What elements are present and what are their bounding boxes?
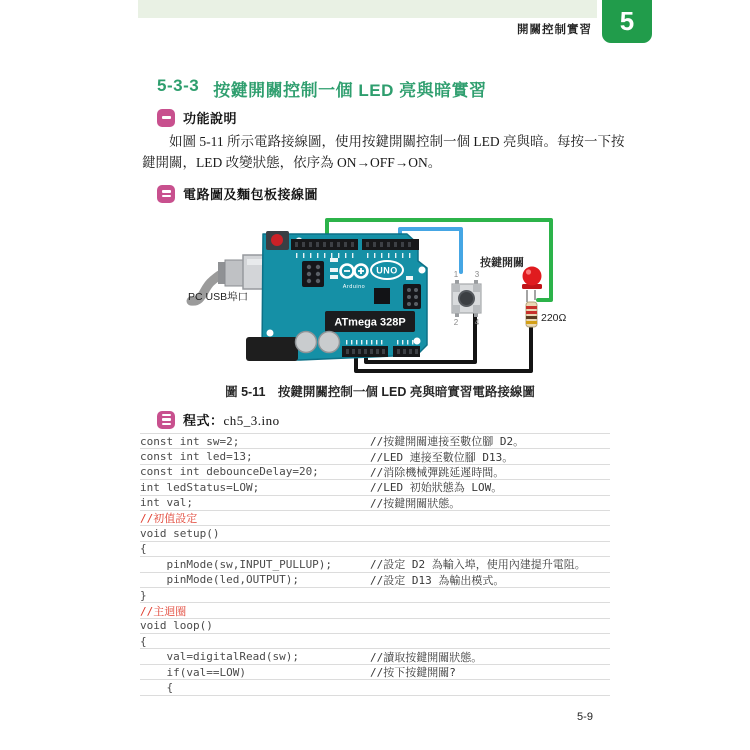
code-line [140, 557, 610, 572]
code-line [140, 603, 610, 618]
section-number: 5-3-3 [157, 76, 200, 95]
page-number: 5-9 [577, 711, 593, 723]
code-line [140, 649, 610, 664]
capacitor [296, 332, 317, 353]
code-line [140, 449, 610, 464]
code-line [140, 573, 610, 588]
subhead-label: 電路圖及麵包板接線圖 [183, 187, 319, 202]
section-title [157, 76, 487, 101]
code-listing [140, 433, 610, 696]
usb-chip [374, 288, 390, 304]
description-line: 如圖 5-11 所示電路接線圖，使用按鍵開關控制一個 LED 亮與暗。每按一下按 [169, 134, 625, 149]
code-comment: //讀取按鍵開關狀態。 [370, 650, 483, 664]
code-comment: //按鍵開關狀態。 [370, 496, 461, 510]
code-line [140, 434, 610, 449]
button-pin-label: 3 [474, 270, 480, 279]
button-pin-label: 2 [453, 318, 459, 327]
code-text: const int debounceDelay=20; [140, 465, 319, 479]
code-line [140, 619, 610, 634]
resistor-label: 220Ω [541, 312, 567, 324]
code-line [140, 680, 610, 695]
number-two-icon [157, 185, 175, 203]
code-text: pinMode(sw,INPUT_PULLUP); [140, 557, 333, 571]
code-line [140, 496, 610, 511]
section-title-text: 按鍵開關控制一個 LED 亮與暗實習 [213, 81, 487, 100]
subhead-function [157, 108, 237, 127]
code-comment: //設定 D13 為輸出模式。 [370, 573, 505, 587]
on-led [406, 276, 413, 280]
header-strip [138, 0, 597, 18]
subhead-circuit [157, 184, 318, 203]
code-comment: //按鍵開關連接至數位腳 D2。 [370, 435, 525, 449]
code-line [140, 542, 610, 557]
code-text: void loop() [140, 619, 213, 633]
button-pin-label: 1 [453, 270, 459, 279]
code-text: { [140, 680, 174, 694]
code-text: val=digitalRead(sw); [140, 650, 299, 664]
mounting-hole [267, 330, 274, 337]
code-line [140, 634, 610, 649]
code-text: { [140, 542, 147, 556]
code-comment: //按下按鍵開關? [370, 666, 456, 680]
code-comment: //消除機械彈跳延遲時間。 [370, 465, 505, 479]
code-line [140, 526, 610, 541]
subhead-program [157, 410, 280, 429]
subhead-label [183, 410, 280, 429]
button-label: 按鍵開關 [480, 257, 524, 269]
code-line [140, 480, 610, 495]
code-text: void setup() [140, 527, 220, 541]
program-filename: ch5_3.ino [223, 413, 280, 428]
code-comment: //LED 初始狀態為 LOW。 [370, 481, 503, 495]
button-pin-label: 4 [474, 318, 480, 327]
code-text: pinMode(led,OUTPUT); [140, 573, 299, 587]
code-line [140, 465, 610, 480]
circuit-diagram [185, 213, 730, 381]
reset-button [271, 234, 283, 246]
description-paragraph [142, 131, 625, 173]
code-text: { [140, 634, 147, 648]
code-text: int ledStatus=LOW; [140, 480, 260, 494]
usb-plug [225, 260, 244, 286]
figure-caption: 圖 5-11 按鍵開關控制一個 LED 亮與暗實習電路接線圖 [225, 385, 535, 399]
board-led-indicators [330, 258, 338, 279]
arduino-brand-label: Arduino [342, 284, 366, 290]
mounting-hole [414, 338, 421, 345]
resistor [526, 302, 537, 327]
code-line [140, 665, 610, 680]
uno-label: UNO [376, 265, 398, 276]
capacitor [319, 332, 340, 353]
subhead-label: 功能說明 [183, 111, 238, 126]
usb-label: PC USB埠口 [188, 291, 249, 303]
code-comment: //LED 連接至數位腳 D13。 [370, 450, 514, 464]
number-one-icon [157, 109, 175, 127]
code-line [140, 511, 610, 526]
mounting-hole [419, 267, 426, 274]
atmega-label: ATmega 328P [334, 316, 406, 329]
led [522, 267, 542, 303]
description-line: 鍵開關，LED 改變狀態，依序為 ON→OFF→ON。 [142, 155, 442, 170]
running-head: 開關控制實習 [517, 24, 592, 36]
code-text: const int led=13; [140, 450, 253, 464]
icsp2-header [403, 284, 421, 309]
number-three-icon [157, 411, 175, 429]
code-text: } [140, 588, 147, 602]
code-text: int val; [140, 496, 193, 510]
code-text: //主迴圈 [140, 604, 187, 618]
chapter-badge: 5 [602, 0, 652, 43]
push-button [452, 280, 481, 317]
icsp-header [302, 261, 324, 287]
code-text: const int sw=2; [140, 434, 240, 448]
code-text: //初值設定 [140, 512, 198, 526]
power-jack [246, 337, 298, 361]
code-line [140, 588, 610, 603]
code-comment: //設定 D2 為輸入埠，使用內建提升電阻。 [370, 558, 586, 572]
program-label: 程式： [183, 413, 224, 428]
code-text: if(val==LOW) [140, 665, 246, 679]
